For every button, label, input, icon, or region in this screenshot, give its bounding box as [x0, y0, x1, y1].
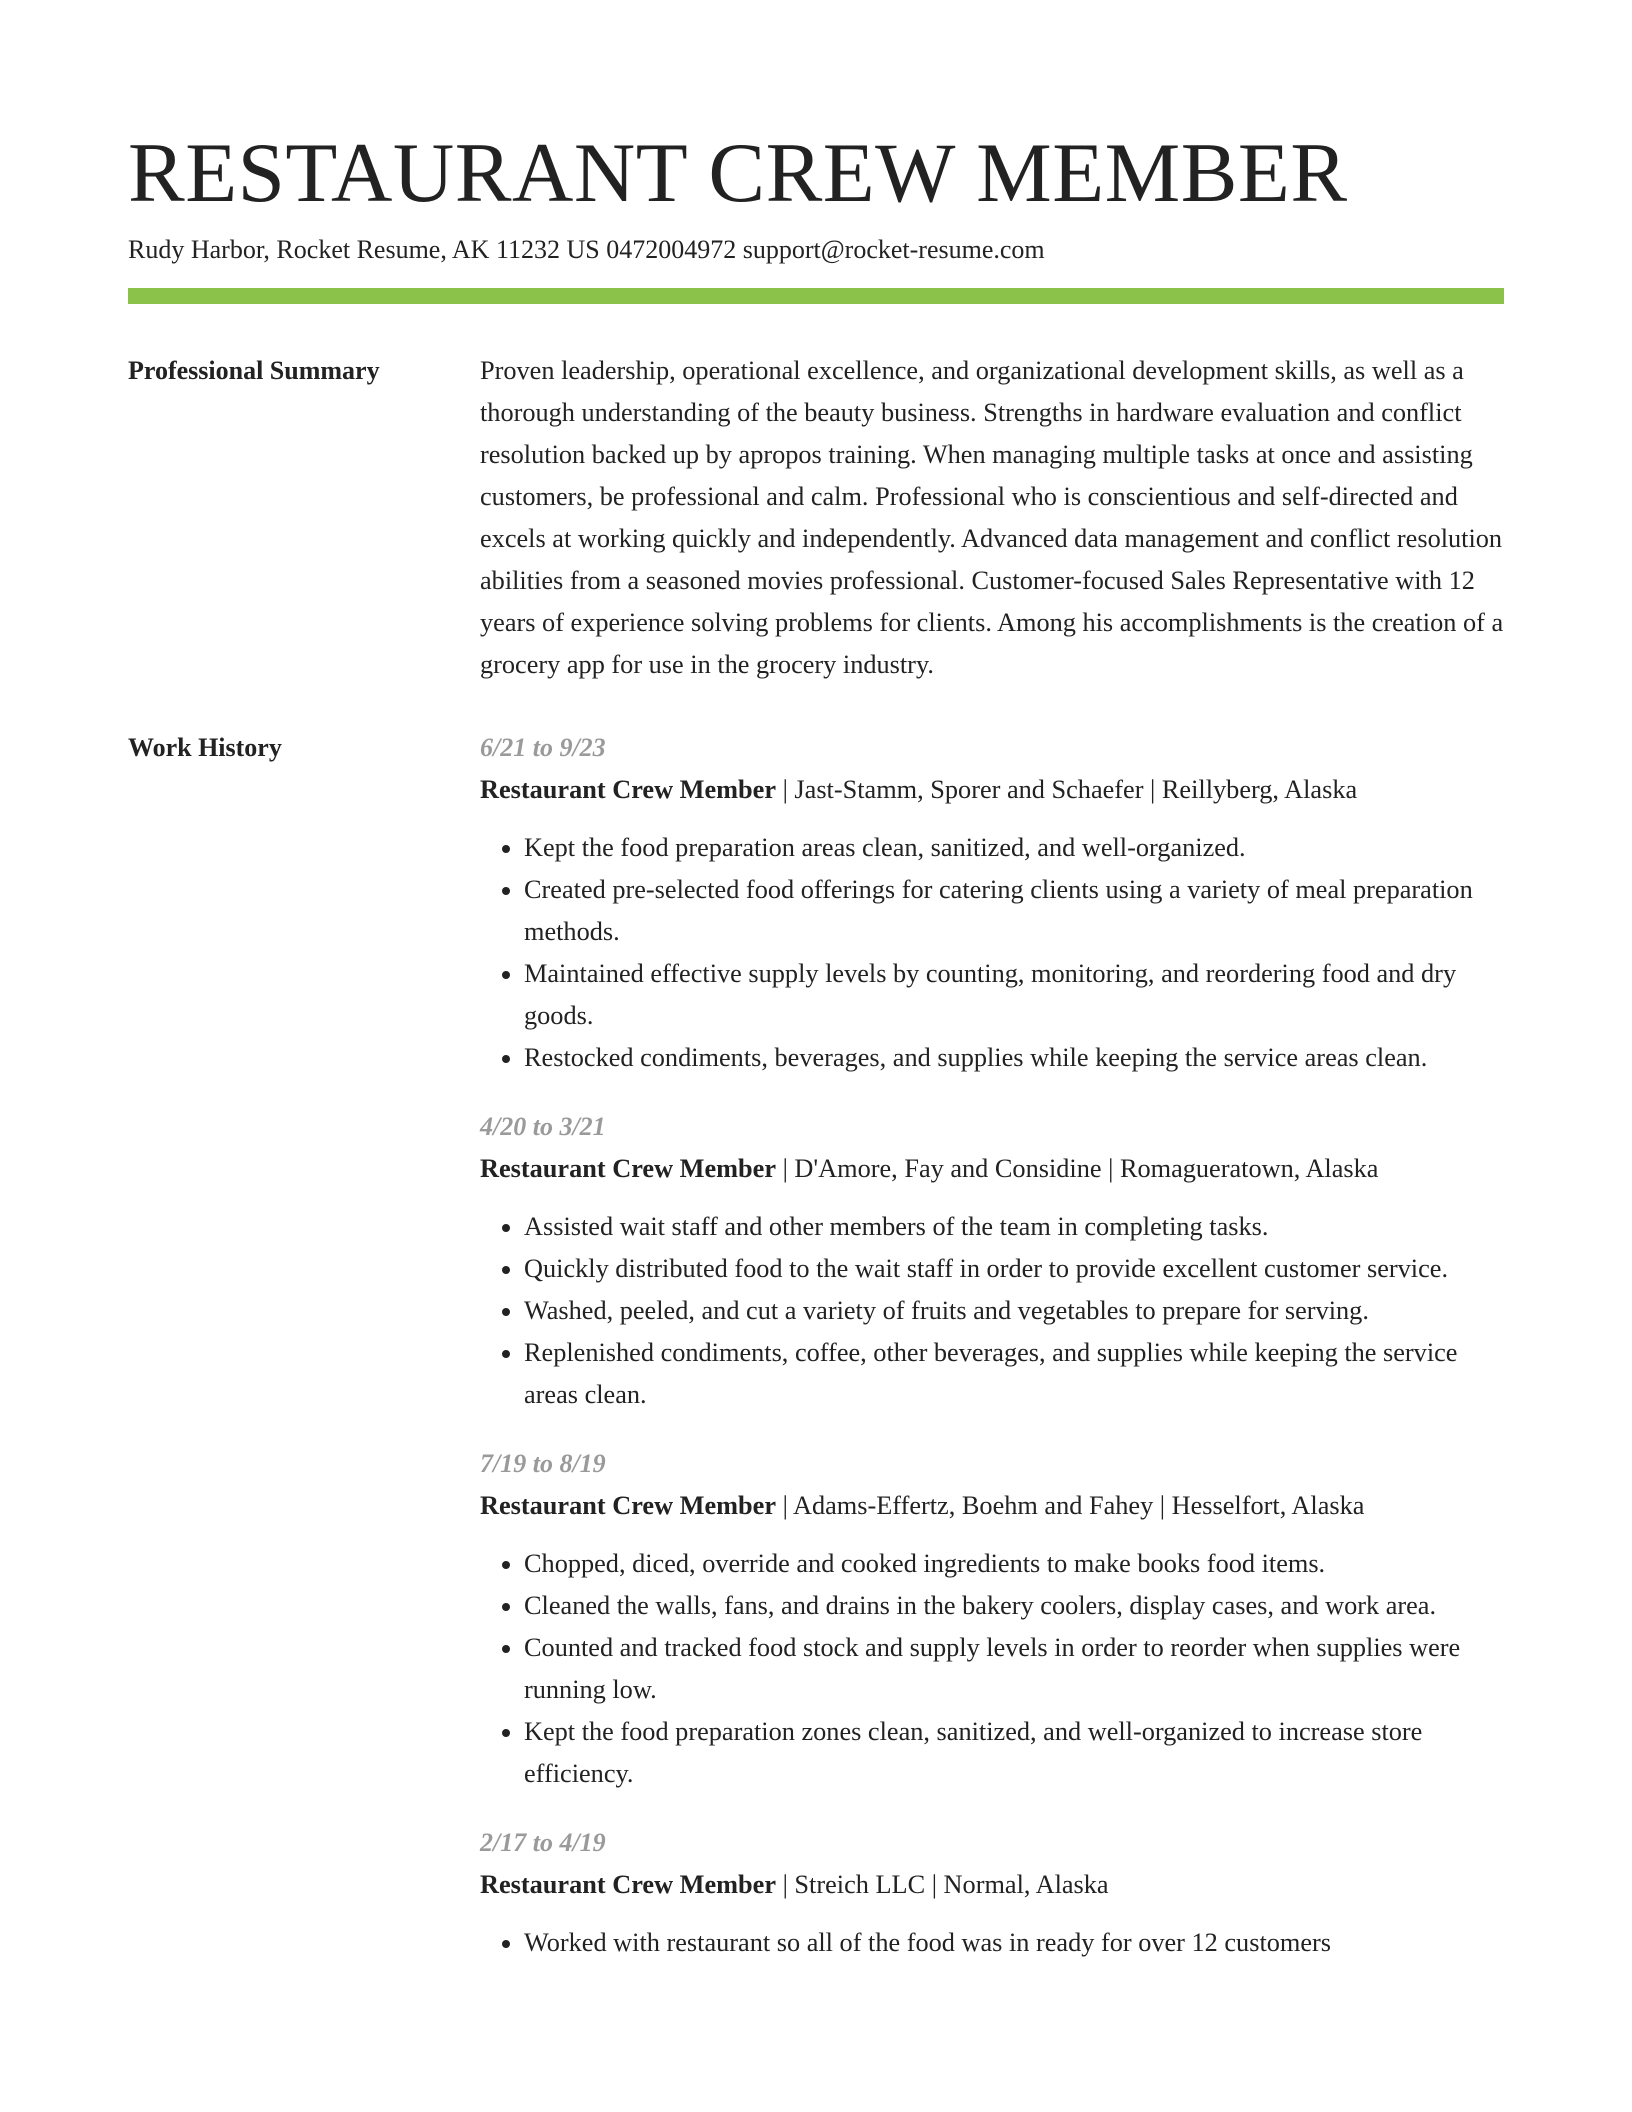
- job-bullet-list: [480, 827, 1504, 1079]
- summary-heading: Professional Summary: [128, 356, 380, 385]
- job-bullet: • Kept the food preparation zones clean, sanitized, and well-organized to increase store efficiency.: [524, 1711, 1504, 1795]
- job-title: Restaurant Crew Member: [480, 1154, 776, 1183]
- job-bullet-list: [480, 1206, 1504, 1416]
- job-bullet: • Cleaned the walls, fans, and drains in the bakery coolers, display cases, and work area.: [524, 1585, 1504, 1627]
- job-bullet: • Quickly distributed food to the wait staff in order to provide excellent customer service.: [524, 1248, 1504, 1290]
- work-history-section: [128, 727, 1504, 1991]
- job-bullet: • Replenished condiments, coffee, other beverages, and supplies while keeping the service areas clean.: [524, 1332, 1504, 1416]
- job-title: Restaurant Crew Member: [480, 1870, 776, 1899]
- job-dates: 7/19 to 8/19: [480, 1449, 606, 1478]
- job-title: Restaurant Crew Member: [480, 775, 776, 804]
- job-heading: [480, 769, 1504, 811]
- accent-divider: [128, 288, 1504, 304]
- contact-info: Rudy Harbor, Rocket Resume, AK 11232 US 0472004972 support@rocket-resume.com: [128, 235, 1045, 264]
- job-bullet: • Created pre-selected food offerings for catering clients using a variety of meal preparation methods.: [524, 869, 1504, 953]
- job-dates: 6/21 to 9/23: [480, 733, 606, 762]
- job-company-location: | Adams-Effertz, Boehm and Fahey | Hesselfort, Alaska: [776, 1491, 1365, 1520]
- job-bullet: • Restocked condiments, beverages, and supplies while keeping the service areas clean.: [524, 1037, 1504, 1079]
- job-bullet-list: [480, 1922, 1504, 1964]
- job-bullet: • Kept the food preparation areas clean, sanitized, and well-organized.: [524, 827, 1504, 869]
- resume-page: [128, 118, 1504, 1991]
- work-history-heading: Work History: [128, 733, 282, 762]
- job-heading: [480, 1148, 1504, 1190]
- job-entry: [480, 1443, 1504, 1795]
- job-bullet: • Maintained effective supply levels by counting, monitoring, and reordering food and dry goods.: [524, 953, 1504, 1037]
- job-bullet: • Washed, peeled, and cut a variety of fruits and vegetables to prepare for serving.: [524, 1290, 1504, 1332]
- job-bullet-list: [480, 1543, 1504, 1795]
- job-company-location: | Streich LLC | Normal, Alaska: [776, 1870, 1109, 1899]
- job-company-location: | D'Amore, Fay and Considine | Romagueratown, Alaska: [776, 1154, 1379, 1183]
- job-entry: [480, 727, 1504, 1079]
- job-title: Restaurant Crew Member: [480, 1491, 776, 1520]
- work-history-list: [480, 727, 1504, 1991]
- job-dates: 4/20 to 3/21: [480, 1112, 606, 1141]
- job-bullet: • Worked with restaurant so all of the food was in ready for over 12 customers: [524, 1922, 1504, 1964]
- job-bullet: • Chopped, diced, override and cooked ingredients to make books food items.: [524, 1543, 1504, 1585]
- job-dates: 2/17 to 4/19: [480, 1828, 606, 1857]
- job-company-location: | Jast-Stamm, Sporer and Schaefer | Reillyberg, Alaska: [776, 775, 1358, 804]
- resume-name: RESTAURANT CREW MEMBER: [128, 126, 1348, 220]
- job-heading: [480, 1864, 1504, 1906]
- job-heading: [480, 1485, 1504, 1527]
- job-entry: [480, 1822, 1504, 1964]
- summary-text: Proven leadership, operational excellence, and organizational development skills, as well as a thorough understanding of the beauty business. Strengths in hardware evaluation and conflict resolution backed up by apropos training. When managing multiple tasks at once and assisting customers, be professional and calm. Professional who is conscientious and self-directed and excels at working quickly and independently. Advanced data management and conflict resolution abilities from a seasoned movies professional. Customer-focused Sales Representative with 12 years of experience solving problems for clients. Among his accomplishments is the creation of a grocery app for use in the grocery industry.: [480, 356, 1504, 679]
- job-bullet: • Counted and tracked food stock and supply levels in order to reorder when supplies were running low.: [524, 1627, 1504, 1711]
- job-entry: [480, 1106, 1504, 1416]
- summary-section: [128, 350, 1504, 686]
- job-bullet: • Assisted wait staff and other members of the team in completing tasks.: [524, 1206, 1504, 1248]
